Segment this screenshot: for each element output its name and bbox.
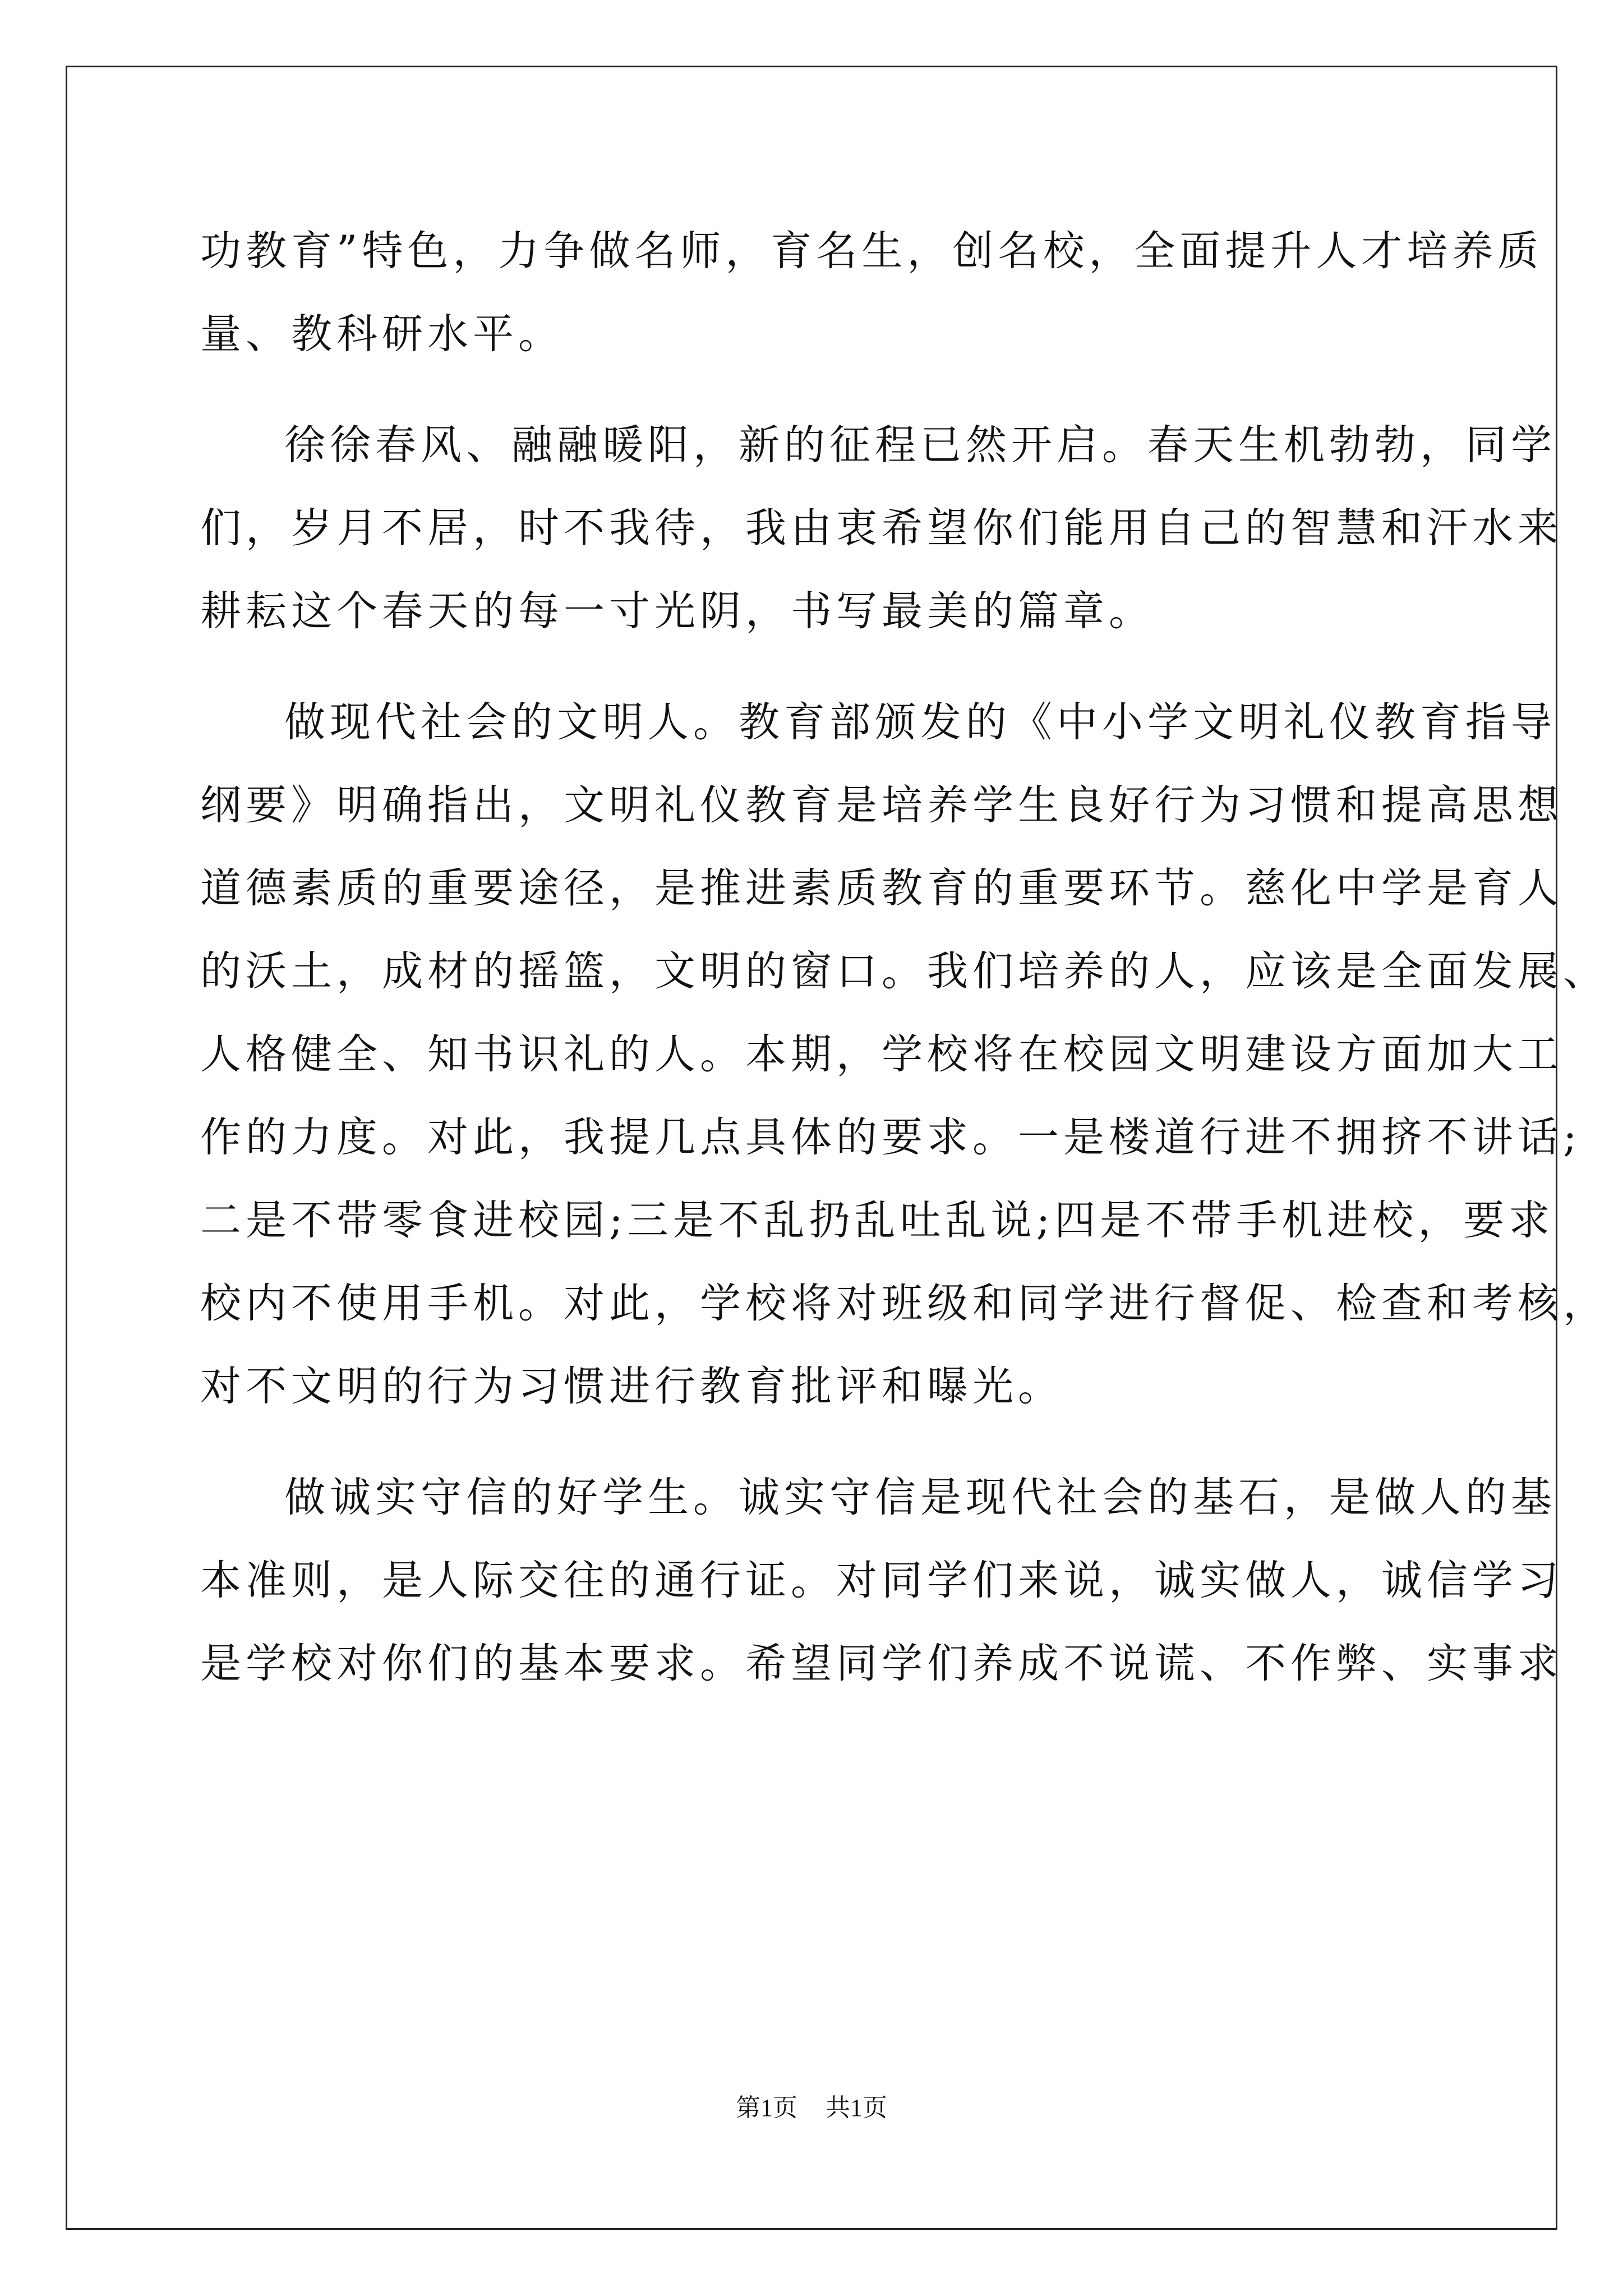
text-line: 做诚实守信的好学生。诚实守信是现代社会的基石，是做人的基 bbox=[284, 1474, 1556, 1521]
text-line: 是学校对你们的基本要求。希望同学们养成不说谎、不作弊、实事求 bbox=[200, 1640, 1563, 1687]
text-line: 人格健全、知书识礼的人。本期，学校将在校园文明建设方面加大工 bbox=[200, 1030, 1563, 1078]
paragraph bbox=[200, 417, 1563, 666]
paragraph bbox=[200, 223, 1543, 389]
text-line: 们，岁月不居，时不我待，我由衷希望你们能用自己的智慧和汗水来 bbox=[200, 504, 1563, 552]
text-line: 量、教科研水平。 bbox=[200, 310, 564, 358]
page-number: 第1页 bbox=[736, 2094, 797, 2122]
text-line: 对不文明的行为习惯进行教育批评和曝光。 bbox=[200, 1363, 1063, 1410]
page-total: 共1页 bbox=[826, 2094, 887, 2122]
text-line: 做现代社会的文明人。教育部颁发的《中小学文明礼仪教育指导 bbox=[284, 698, 1556, 746]
text-line: 本准则，是人际交往的通行证。对同学们来说，诚实做人，诚信学习 bbox=[200, 1557, 1563, 1604]
text-line: 道德素质的重要途径，是推进素质教育的重要环节。慈化中学是育人 bbox=[200, 864, 1563, 912]
text-line: 的沃土，成材的摇篮，文明的窗口。我们培养的人，应该是全面发展、 bbox=[200, 947, 1608, 995]
text-line: 二是不带零食进校园;三是不乱扔乱吐乱说;四是不带手机进校，要求 bbox=[200, 1197, 1555, 1244]
text-line: 徐徐春风、融融暖阳，新的征程已然开启。春天生机勃勃，同学 bbox=[284, 421, 1556, 469]
text-line: 作的力度。对此，我提几点具体的要求。一是楼道行进不拥挤不讲话; bbox=[200, 1114, 1581, 1161]
paragraph bbox=[200, 694, 1608, 1442]
text-line: 功教育”特色，力争做名师，育名生，创名校，全面提升人才培养质 bbox=[200, 227, 1543, 275]
document-body bbox=[200, 223, 1608, 1719]
paragraph bbox=[200, 1470, 1563, 1719]
text-line: 纲要》明确指出，文明礼仪教育是培养学生良好行为习惯和提高思想 bbox=[200, 781, 1563, 829]
text-line: 耕耘这个春天的每一寸光阴，书写最美的篇章。 bbox=[200, 587, 1154, 635]
text-line: 校内不使用手机。对此，学校将对班级和同学进行督促、检查和考核， bbox=[200, 1280, 1608, 1327]
page-footer bbox=[0, 2091, 1623, 2125]
